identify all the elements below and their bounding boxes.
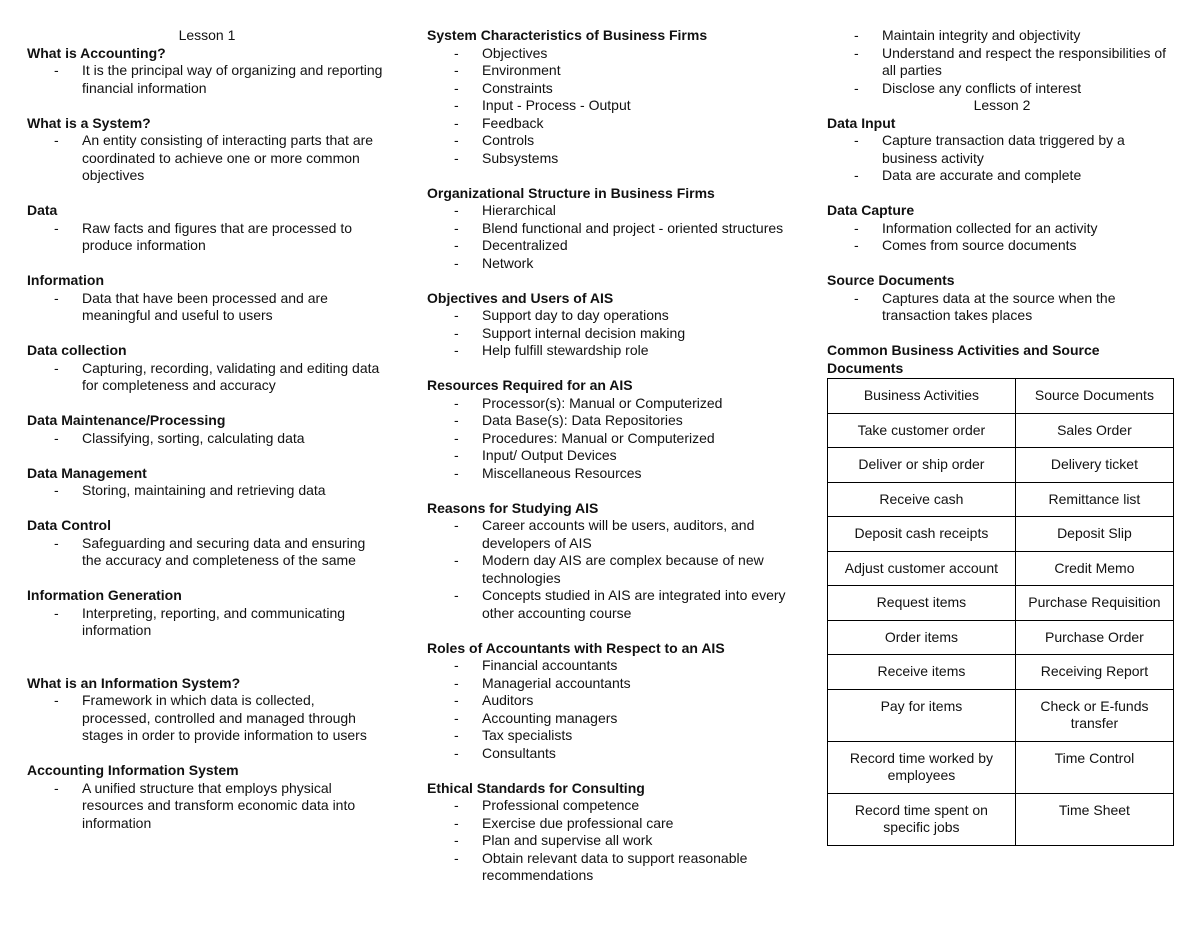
- section-heading: Resources Required for an AIS: [427, 377, 633, 393]
- list-item: - Safeguarding and securing data and ensuring the accuracy and completeness of the same: [27, 535, 387, 570]
- list-item: - Constraints: [427, 80, 787, 98]
- list-item: - Disclose any conflicts of interest: [827, 80, 1177, 98]
- section-data-management: [27, 465, 387, 500]
- list-item: - Exercise due professional care: [427, 815, 787, 833]
- list-item: - Network: [427, 255, 787, 273]
- section-reasons-studying: [427, 500, 787, 623]
- section-heading: Information: [27, 272, 104, 288]
- lesson-1-title: Lesson 1: [178, 27, 236, 43]
- list-item: - Framework in which data is collected, processed, controlled and managed through stages in order to provide information to users: [27, 692, 387, 745]
- section-accounting-information-system: [27, 762, 387, 832]
- section-organizational-structure: [427, 185, 787, 273]
- table-cell: Check or E-funds transfer: [1015, 689, 1173, 741]
- section-heading: Reasons for Studying AIS: [427, 499, 599, 516]
- table-cell: Receiving Report: [1015, 655, 1173, 690]
- section-data-control: [27, 517, 387, 570]
- table-cell: Deposit Slip: [1015, 517, 1173, 552]
- table-row: [828, 551, 1174, 586]
- list-item: - Support day to day operations: [427, 307, 787, 325]
- table-row: [828, 413, 1174, 448]
- list-item: - Consultants: [427, 745, 787, 763]
- list-item: - Support internal decision making: [427, 325, 787, 343]
- table-row: [828, 655, 1174, 690]
- section-roles-accountants: [427, 640, 787, 763]
- section-information: [27, 272, 387, 325]
- list-item: - Input/ Output Devices: [427, 447, 787, 465]
- list-item: - Processor(s): Manual or Computerized: [427, 395, 787, 413]
- section-data: [27, 202, 387, 255]
- activities-table: [827, 378, 1174, 846]
- list-item: - Help fulfill stewardship role: [427, 342, 787, 360]
- list-item: - Capture transaction data triggered by a business activity: [827, 132, 1177, 167]
- list-item: - Information collected for an activity: [827, 220, 1177, 238]
- table-row: [828, 741, 1174, 793]
- section-what-is-accounting: [27, 45, 387, 98]
- column-1: [27, 27, 387, 832]
- list-item: - Modern day AIS are complex because of new technologies: [427, 552, 787, 587]
- lesson-2-title: Lesson 2: [973, 97, 1031, 113]
- table-row: [828, 586, 1174, 621]
- list-item: - Input - Process - Output: [427, 97, 787, 115]
- list-item: - Raw facts and figures that are processed to produce information: [27, 220, 387, 255]
- list-item: - A unified structure that employs physical resources and transform economic data into information: [27, 780, 387, 833]
- list-item: - Obtain relevant data to support reasonable recommendations: [427, 850, 787, 885]
- table-row: [828, 482, 1174, 517]
- section-resources-required: [427, 377, 787, 482]
- table-cell: Pay for items: [828, 689, 1016, 741]
- section-information-generation: [27, 587, 387, 640]
- section-heading: What is a System?: [27, 114, 151, 131]
- list-item: - Interpreting, reporting, and communicating information: [27, 605, 387, 640]
- table-cell: Time Sheet: [1015, 793, 1173, 845]
- list-item: - It is the principal way of organizing and reporting financial information: [27, 62, 387, 97]
- list-item: - Environment: [427, 62, 787, 80]
- table-cell: Deliver or ship order: [828, 448, 1016, 483]
- list-item: - Data are accurate and complete: [827, 167, 1177, 185]
- section-source-documents: [827, 272, 1177, 325]
- section-what-is-a-system: [27, 115, 387, 185]
- table-header-row: [828, 379, 1174, 414]
- section-heading: Data Control: [27, 517, 111, 533]
- list-item: - Feedback: [427, 115, 787, 133]
- list-item: - Procedures: Manual or Computerized: [427, 430, 787, 448]
- list-item: - Miscellaneous Resources: [427, 465, 787, 483]
- table-cell: Time Control: [1015, 741, 1173, 793]
- table-cell: Deposit cash receipts: [828, 517, 1016, 552]
- section-heading: Information Generation: [27, 587, 182, 603]
- section-data-maintenance: [27, 412, 387, 447]
- list-item: - Classifying, sorting, calculating data: [27, 430, 387, 448]
- section-heading: Data Management: [27, 464, 147, 481]
- ethical-standards-continued: [827, 27, 1177, 97]
- table-cell: Sales Order: [1015, 413, 1173, 448]
- table-cell: Record time worked by employees: [828, 741, 1016, 793]
- list-item: - Data Base(s): Data Repositories: [427, 412, 787, 430]
- table-cell: Take customer order: [828, 413, 1016, 448]
- list-item: - Decentralized: [427, 237, 787, 255]
- table-cell: Adjust customer account: [828, 551, 1016, 586]
- list-item: - Career accounts will be users, auditors, and developers of AIS: [427, 517, 787, 552]
- table-cell: Remittance list: [1015, 482, 1173, 517]
- section-heading: Roles of Accountants with Respect to an AIS: [427, 639, 725, 656]
- list-item: - Plan and supervise all work: [427, 832, 787, 850]
- list-item: - Maintain integrity and objectivity: [827, 27, 1177, 45]
- section-data-capture: [827, 202, 1177, 255]
- column-3: [827, 27, 1177, 846]
- table-row: [828, 620, 1174, 655]
- table-row: [828, 689, 1174, 741]
- table-cell: Purchase Order: [1015, 620, 1173, 655]
- list-item: - Financial accountants: [427, 657, 787, 675]
- list-item: - Capturing, recording, validating and editing data for completeness and accuracy: [27, 360, 387, 395]
- list-item: - Objectives: [427, 45, 787, 63]
- table-cell: Delivery ticket: [1015, 448, 1173, 483]
- list-item: - Managerial accountants: [427, 675, 787, 693]
- section-objectives-users: [427, 290, 787, 360]
- list-item: - Controls: [427, 132, 787, 150]
- list-item: - Understand and respect the responsibilities of all parties: [827, 45, 1177, 80]
- section-heading: System Characteristics of Business Firms: [427, 27, 708, 43]
- table-cell: Credit Memo: [1015, 551, 1173, 586]
- table-cell: Record time spent on specific jobs: [828, 793, 1016, 845]
- section-heading: What is an Information System?: [27, 674, 241, 691]
- table-title: Common Business Activities and Source Documents: [827, 342, 1100, 376]
- section-data-input: [827, 115, 1177, 185]
- section-heading: Data collection: [27, 342, 127, 358]
- column-2: [427, 27, 787, 885]
- section-information-system: [27, 675, 387, 745]
- list-item: - An entity consisting of interacting parts that are coordinated to achieve one or more common objectives: [27, 132, 387, 185]
- section-system-characteristics: [427, 27, 787, 167]
- list-item: - Blend functional and project - oriented structures: [427, 220, 787, 238]
- section-heading: Ethical Standards for Consulting: [427, 779, 645, 796]
- list-item: - Tax specialists: [427, 727, 787, 745]
- list-item: - Professional competence: [427, 797, 787, 815]
- list-item: - Accounting managers: [427, 710, 787, 728]
- section-heading: What is Accounting?: [27, 44, 166, 61]
- list-item: - Hierarchical: [427, 202, 787, 220]
- section-heading: Organizational Structure in Business Firms: [427, 184, 715, 201]
- section-heading: Accounting Information System: [27, 762, 239, 778]
- section-heading: Source Documents: [827, 272, 955, 288]
- table-row: [828, 448, 1174, 483]
- section-heading: Data: [27, 202, 58, 218]
- table-cell: Receive cash: [828, 482, 1016, 517]
- list-item: - Data that have been processed and are meaningful and useful to users: [27, 290, 387, 325]
- section-data-collection: [27, 342, 387, 395]
- section-heading: Data Maintenance/Processing: [27, 412, 226, 428]
- section-ethical-standards: [427, 780, 787, 885]
- table-cell: Purchase Requisition: [1015, 586, 1173, 621]
- list-item: - Subsystems: [427, 150, 787, 168]
- list-item: - Concepts studied in AIS are integrated into every other accounting course: [427, 587, 787, 622]
- list-item: - Captures data at the source when the transaction takes places: [827, 290, 1177, 325]
- table-row: [828, 793, 1174, 845]
- table-cell: Receive items: [828, 655, 1016, 690]
- table-header-cell: Source Documents: [1015, 379, 1173, 414]
- list-item: - Auditors: [427, 692, 787, 710]
- table-cell: Request items: [828, 586, 1016, 621]
- table-header-cell: Business Activities: [828, 379, 1016, 414]
- section-heading: Data Input: [827, 114, 896, 131]
- table-cell: Order items: [828, 620, 1016, 655]
- list-item: - Storing, maintaining and retrieving data: [27, 482, 387, 500]
- section-heading: Objectives and Users of AIS: [427, 289, 614, 306]
- list-item: - Comes from source documents: [827, 237, 1177, 255]
- section-heading: Data Capture: [827, 202, 915, 218]
- table-row: [828, 517, 1174, 552]
